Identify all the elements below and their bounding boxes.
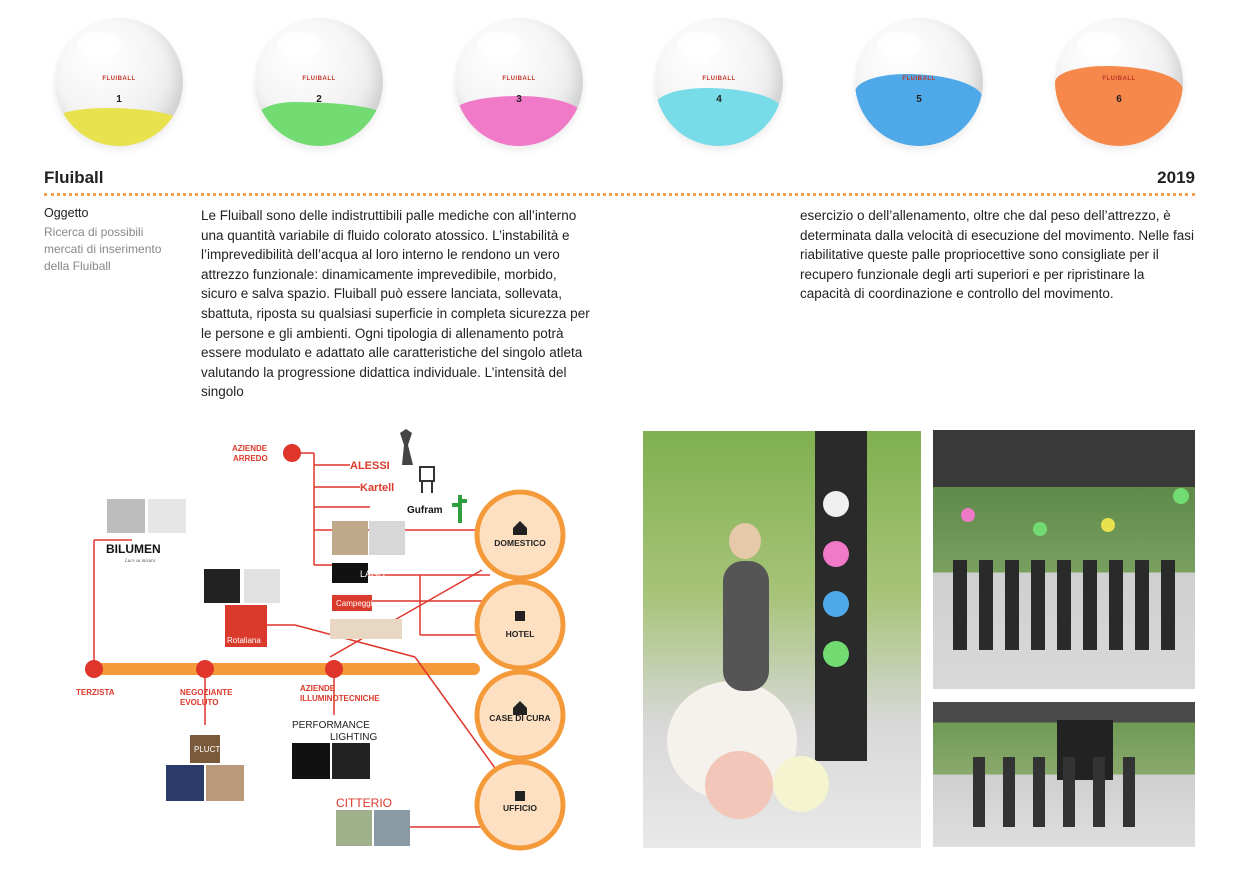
- node-case-di-cura: [477, 672, 563, 758]
- ball-number: 3: [516, 94, 522, 105]
- office-icon: [515, 791, 525, 801]
- label-aziende: AZIENDE: [232, 444, 268, 453]
- ball-logo: FLUIBALL: [902, 76, 936, 82]
- thrown-ball: [1033, 522, 1047, 536]
- woman-head: [729, 523, 761, 559]
- dot-aziende-illum: [325, 660, 343, 678]
- label-negoziante: NEGOZIANTE: [180, 688, 233, 697]
- pluct-photo-1: [166, 765, 204, 801]
- ball-number: 6: [1116, 94, 1122, 105]
- pluct-logo: PLUCT: [194, 745, 221, 754]
- fluiball-5: [855, 18, 983, 146]
- performance-photo-2: [332, 743, 370, 779]
- alessi-brand: [350, 429, 413, 472]
- kartell-logo: Kartell: [360, 482, 395, 494]
- rack-ball: [823, 491, 849, 517]
- lighting-logo: LIGHTING: [330, 732, 378, 743]
- woman-with-fluiball-photo: [643, 431, 921, 848]
- sidebar-description: Ricerca di possibili mercati di inserimento della Fluiball: [44, 225, 162, 273]
- bilumen-logo: BILUMEN: [106, 542, 161, 556]
- thrown-ball: [961, 508, 975, 522]
- node-label-case-di-cura: CASE DI CURA: [489, 713, 551, 723]
- rack-ball: [823, 591, 849, 617]
- fluiball-color-row: [0, 0, 1241, 160]
- liquid-fill: [855, 74, 983, 146]
- dot-negoziante: [196, 660, 214, 678]
- label-illuminotecniche: ILLUMINOTECNICHE: [300, 694, 380, 703]
- node-label-domestico: DOMESTICO: [494, 538, 546, 548]
- bilumen-tagline: Luce su misura: [125, 559, 156, 564]
- citterio-photo-1: [336, 810, 372, 846]
- chair-icon: [420, 467, 434, 493]
- performance-logo: PERFORMANCE: [292, 720, 370, 731]
- dotted-divider: [44, 193, 1195, 196]
- rack-ball: [823, 641, 849, 667]
- node-domestico: [477, 492, 563, 578]
- project-title: Fluiball: [44, 168, 104, 187]
- ball-number: 5: [916, 94, 922, 105]
- hotel-icon: [515, 611, 525, 621]
- fluiball-4: [655, 18, 783, 146]
- gufram-brand: [407, 495, 467, 523]
- group-training-photo-1: [933, 430, 1195, 689]
- group-training-photo-2: [933, 702, 1195, 847]
- bilumen-photo-1: [107, 499, 145, 533]
- ball-logo: FLUIBALL: [1102, 76, 1136, 82]
- pluct-photo-2: [206, 765, 244, 801]
- citterio-logo: CITTERIO: [336, 796, 392, 810]
- furniture-photo: [330, 619, 402, 639]
- liquid-fill: [55, 108, 183, 146]
- ball-number: 2: [316, 94, 322, 105]
- campeggi-logo: Campeggi: [336, 599, 373, 608]
- dot-aziende-arredo: [283, 444, 301, 462]
- dot-terzista: [85, 660, 103, 678]
- cactus-icon: [452, 495, 467, 523]
- ball-logo: FLUIBALL: [302, 76, 336, 82]
- gufram-logo: Gufram: [407, 505, 443, 516]
- lago-logo: LAGO: [360, 569, 386, 579]
- liquid-fill: [255, 102, 383, 146]
- ball-logo: FLUIBALL: [502, 76, 536, 82]
- label-aziende-2: AZIENDE: [300, 684, 336, 693]
- body-text-column-1: Le Fluiball sono delle indistruttibili palle mediche con all’interno una quantità variabile di fluido colorato atossico. L’instabilità e l’imprevedibilità dell’acqua al loro interno le rendono un vero attrezzo funzionale: dinamicamente imprevedibile, morbido, sicuro e salva spazio. Fluiball può essere lanciata, sollevata, sbattuta, riposta su qualsiasi superficie in completa sicurezza per le persone e gli ambienti. Ogni tipologia di allenamento potrà essere modulato e adattato alle caratteristiche del singolo atleta valutando la progressione didattica individuale. L’intensità del singolo: [201, 208, 590, 400]
- athletes-group-2: [973, 757, 1153, 827]
- rack-ball: [823, 541, 849, 567]
- performance-photo-1: [292, 743, 330, 779]
- ball-logo: FLUIBALL: [102, 76, 136, 82]
- ball-number: 1: [116, 94, 122, 105]
- label-terzista: TERZISTA: [76, 688, 115, 697]
- project-year: 2019: [1157, 168, 1195, 187]
- interior-photo-2: [369, 521, 405, 555]
- body-text-column-2: esercizio o dell’allenamento, oltre che dal peso dell’attrezzo, è determinata dalla velocità di esecuzione del movimento. Nelle fasi riabilitative queste palle propriocettive sono consigliate per il recupero funzionale degli arti superiori e per ripristinare la capacità di coordinazione e controllo del movimento.: [800, 208, 1194, 302]
- lamp-photo-2: [244, 569, 280, 603]
- node-label-ufficio: UFFICIO: [503, 803, 537, 813]
- node-label-hotel: HOTEL: [505, 629, 535, 639]
- ball-logo: FLUIBALL: [702, 76, 736, 82]
- timeline-bar: [95, 663, 480, 675]
- lamp-photo-1: [204, 569, 240, 603]
- sidebar-label: Oggetto: [44, 206, 89, 220]
- interior-photo-1: [332, 521, 368, 555]
- bilumen-photo-2: [148, 499, 186, 533]
- label-arredo: ARREDO: [233, 454, 268, 463]
- fluiball-6: [1055, 18, 1183, 146]
- fluiball-3: [455, 18, 583, 146]
- ball-number: 4: [716, 94, 722, 105]
- athletes-group: [953, 560, 1175, 650]
- thrown-ball: [1173, 488, 1189, 504]
- thrown-ball: [1101, 518, 1115, 532]
- fluiball-yellow: [773, 756, 829, 812]
- alessi-logo: ALESSI: [350, 460, 390, 472]
- label-evoluto: EVOLUTO: [180, 698, 219, 707]
- node-hotel: [477, 582, 563, 668]
- fluiball-2: [255, 18, 383, 146]
- woman-figure: [723, 561, 769, 691]
- market-diagram: [70, 425, 610, 865]
- fluiball-pink: [705, 751, 773, 819]
- juicer-icon: [400, 429, 413, 465]
- rotaliana-logo: Rotaliana: [227, 636, 261, 645]
- citterio-photo-2: [374, 810, 410, 846]
- node-ufficio: [477, 762, 563, 848]
- fluiball-1: [55, 18, 183, 146]
